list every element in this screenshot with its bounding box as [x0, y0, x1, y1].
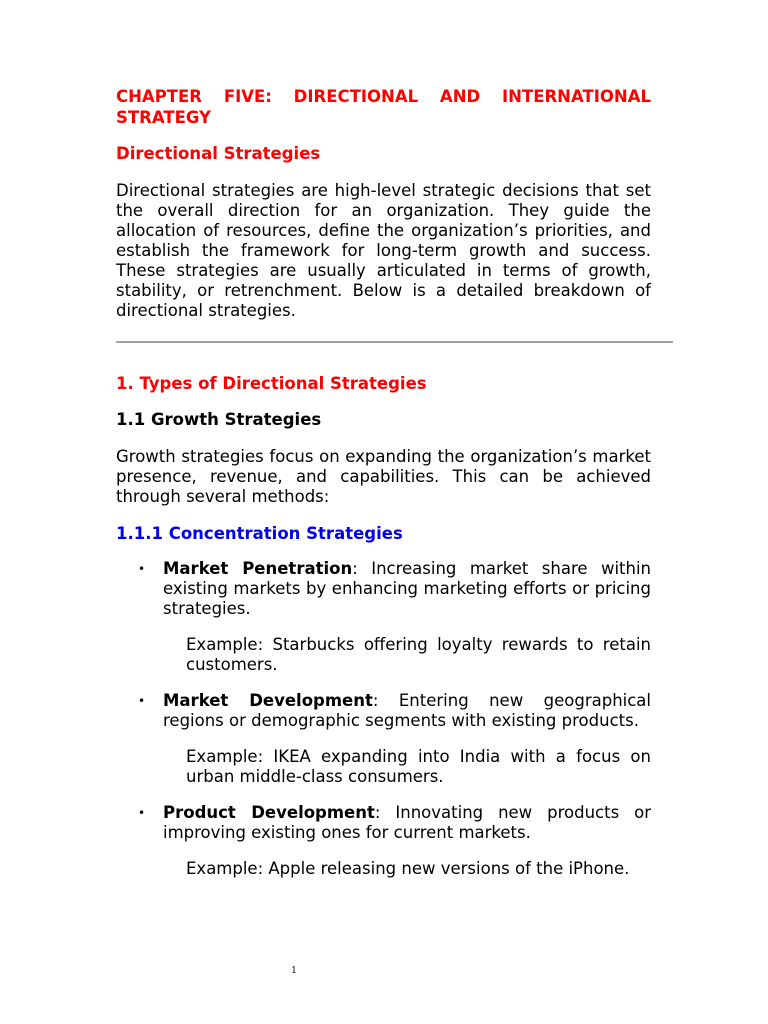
- bullet-icon: •: [138, 806, 146, 820]
- bullet-icon: •: [138, 694, 146, 708]
- bullet-example: Example: Apple releasing new versions of the iPhone.: [186, 859, 630, 878]
- strategy-bullet-list: [116, 559, 651, 879]
- section-title: Directional Strategies: [116, 144, 321, 163]
- intro-paragraph: Directional strategies are high-level strategic decisions that set the overall direction for an organization. They guide the allocation of resources, define the organization’s priorities, and establish the framework for long-term growth and success. These strategies are usually articulated in terms of growth, stability, or retrenchment. Below is a detailed breakdown of directional strategies.: [116, 181, 651, 320]
- horizontal-divider: [116, 341, 673, 343]
- bullet-term: Market Penetration: [163, 559, 353, 578]
- bullet-term: Market Development: [163, 691, 373, 710]
- concentration-heading: 1.1.1 Concentration Strategies: [116, 524, 403, 543]
- bullet-example: Example: IKEA expanding into India with a focus on urban middle-class consumers.: [186, 747, 651, 786]
- bullet-description: : Innovating new products or improving existing ones for current markets.: [163, 803, 651, 842]
- bullet-description: : Increasing market share within existing markets by enhancing marketing efforts or pricing strategies.: [163, 559, 651, 618]
- bullet-example: Example: Starbucks offering loyalty rewards to retain customers.: [186, 635, 651, 674]
- list-item: [116, 691, 651, 787]
- list-item: [116, 559, 651, 675]
- growth-paragraph: Growth strategies focus on expanding the organization’s market presence, revenue, and capabilities. This can be achieved through several methods:: [116, 447, 651, 506]
- bullet-text: [163, 559, 651, 619]
- bullet-text: [163, 803, 651, 843]
- page-number: 1: [291, 966, 297, 976]
- bullet-icon: •: [138, 562, 146, 576]
- growth-heading: 1.1 Growth Strategies: [116, 410, 322, 429]
- bullet-term: Product Development: [163, 803, 375, 822]
- bullet-text: [163, 691, 651, 731]
- bullet-description: : Entering new geographical regions or demographic segments with existing products.: [163, 691, 652, 730]
- document-page: [116, 86, 651, 895]
- chapter-title: CHAPTER FIVE: DIRECTIONAL AND INTERNATIONAL STRATEGY: [116, 87, 651, 127]
- list-item: [116, 803, 651, 879]
- types-heading: 1. Types of Directional Strategies: [116, 374, 427, 393]
